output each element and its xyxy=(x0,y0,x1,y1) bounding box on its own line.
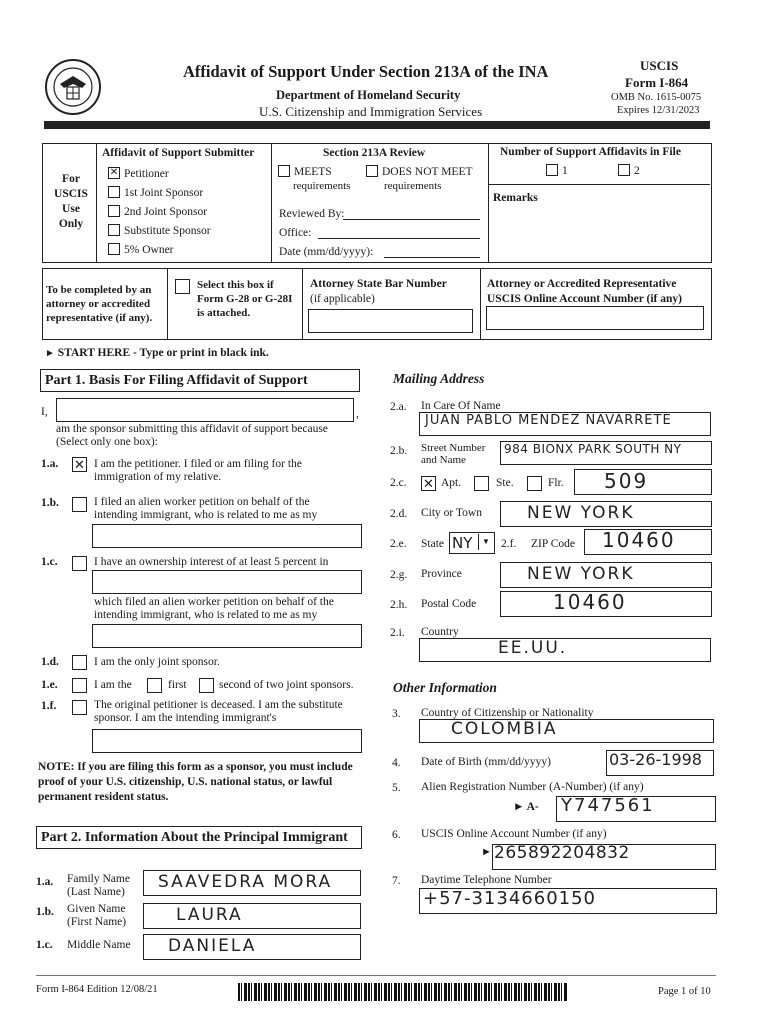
attorney-divider-1 xyxy=(167,269,168,339)
online-account-prefix: ► xyxy=(481,846,492,858)
country-number: 2.i. xyxy=(390,627,405,639)
note-text: NOTE: If you are filing this form as a sponsor, you must include proof of your U.S. citizenship, U.S. national status, or lawful permanent resident status. xyxy=(38,761,353,803)
bar-number-input[interactable] xyxy=(308,309,473,333)
header-rule xyxy=(44,121,710,129)
q1e-text-c: second of two joint sponsors. xyxy=(219,679,354,691)
zip-number: 2.f. xyxy=(501,538,517,550)
attorney-divider-3 xyxy=(480,269,481,339)
q1b-checkbox[interactable] xyxy=(72,497,87,512)
g28-checkbox[interactable] xyxy=(175,279,190,294)
q1c-text: I have an ownership interest of at least 5 percent in xyxy=(94,556,329,568)
city-label: City or Town xyxy=(421,507,482,519)
online-account-number-label: USCIS Online Account Number (if any) xyxy=(421,828,607,840)
dhs-seal xyxy=(44,58,102,116)
province-label: Province xyxy=(421,568,462,580)
edition-text: Form I-864 Edition 12/08/21 xyxy=(36,984,158,995)
apt-number: 2.c. xyxy=(390,477,407,489)
q1c-number: 1.c. xyxy=(41,556,58,568)
care-number: 2.a. xyxy=(390,401,407,413)
attorney-completed-text: To be completed by an attorney or accredited representative (if any). xyxy=(46,284,153,324)
state-label: State xyxy=(421,538,444,550)
uscis-label: USCIS xyxy=(640,58,679,73)
street-value: 984 BIONX PARK SOUTH NY xyxy=(504,442,682,456)
citizenship-value: COLOMBIA xyxy=(451,719,558,739)
submitter-joint-1[interactable]: 1st Joint Sponsor xyxy=(108,184,211,203)
given-label: Given Name (First Name) xyxy=(67,903,127,928)
middle-name-value: DANIELA xyxy=(168,936,257,956)
office-divider-2 xyxy=(271,144,272,262)
q1b-text: I filed an alien worker petition on behalf of the intending immigrant, who is related to me as my xyxy=(94,496,318,521)
apt-checkbox[interactable]: ✕ xyxy=(421,476,436,491)
part1-title: Part 1. Basis For Filing Affidavit of Support xyxy=(40,369,360,392)
middle-number: 1.c. xyxy=(36,939,53,951)
page-number: Page 1 of 10 xyxy=(658,986,711,997)
meets-option[interactable]: MEETS xyxy=(278,166,332,178)
q1a-number: 1.a. xyxy=(41,458,59,470)
attorney-divider-2 xyxy=(302,269,303,339)
anumber-label: Alien Registration Number (A-Number) (if any) xyxy=(421,781,644,793)
postal-label: Postal Code xyxy=(421,598,477,610)
q1e-text-b: first xyxy=(168,679,187,691)
province-number: 2.g. xyxy=(390,569,408,581)
remarks-label: Remarks xyxy=(493,192,538,204)
postal-value: 10460 xyxy=(553,590,627,614)
country-value: EE.UU. xyxy=(498,638,568,658)
zip-value: 10460 xyxy=(602,528,676,552)
reviewed-by-line[interactable] xyxy=(343,219,480,220)
office-divider-4 xyxy=(489,184,710,185)
submitter-joint-2[interactable]: 2nd Joint Sponsor xyxy=(108,203,211,222)
family-number: 1.a. xyxy=(36,876,54,888)
barcode xyxy=(238,983,568,1001)
street-label: Street Number and Name xyxy=(421,442,486,466)
city-number: 2.d. xyxy=(390,508,408,520)
date-line[interactable] xyxy=(384,257,480,258)
care-label: In Care Of Name xyxy=(421,400,501,412)
reviewed-by-label: Reviewed By: xyxy=(279,208,345,220)
q1e-number: 1.e. xyxy=(41,679,58,691)
state-value: NY xyxy=(452,534,473,552)
part2-title: Part 2. Information About the Principal Immigrant xyxy=(36,826,362,849)
office-label: Office: xyxy=(279,227,312,239)
submitter-petitioner[interactable]: ✕ Petitioner xyxy=(109,167,169,180)
q1f-number: 1.f. xyxy=(41,700,57,712)
office-divider-1 xyxy=(96,144,97,262)
affidavits-1[interactable]: 1 xyxy=(546,165,568,177)
family-label: Family Name (Last Name) xyxy=(67,873,130,898)
start-here: ► START HERE - Type or print in black ink. xyxy=(45,347,269,359)
q1a-checkbox[interactable]: ✕ xyxy=(72,457,87,472)
submitter-options xyxy=(108,165,211,260)
postal-number: 2.h. xyxy=(390,599,408,611)
q1f-relation-input[interactable] xyxy=(92,729,362,753)
omb-number: OMB No. 1615-0075 xyxy=(611,92,702,103)
other-info-title: Other Information xyxy=(393,680,497,695)
q1d-number: 1.d. xyxy=(41,656,59,668)
form-number: Form I-864 xyxy=(625,75,689,90)
anumber-value: Y747561 xyxy=(561,795,655,816)
ste-checkbox[interactable] xyxy=(474,476,489,491)
zip-label: ZIP Code xyxy=(531,538,575,550)
q1c-company-input[interactable] xyxy=(92,570,362,594)
city-value: NEW YORK xyxy=(527,503,635,523)
bar-number-label: Attorney State Bar Number xyxy=(310,278,447,290)
province-value: NEW YORK xyxy=(527,564,635,584)
q6-number: 6. xyxy=(392,829,401,841)
submitter-title: Affidavit of Support Submitter xyxy=(102,147,255,159)
q1b-number: 1.b. xyxy=(41,497,59,509)
family-name-value: SAAVEDRA MORA xyxy=(158,872,333,892)
phone-value: +57-3134660150 xyxy=(423,888,597,909)
q4-number: 4. xyxy=(392,757,401,769)
sponsor-name-input[interactable] xyxy=(56,398,354,422)
anumber-prefix: ► A- xyxy=(513,801,539,813)
q1e-first-checkbox[interactable] xyxy=(147,678,162,693)
comma: , xyxy=(356,408,359,420)
submitter-5pct-owner[interactable]: 5% Owner xyxy=(108,241,211,260)
for-uscis-use-only: For USCIS Use Only xyxy=(54,173,88,230)
q7-number: 7. xyxy=(392,875,401,887)
footer-rule xyxy=(36,975,716,976)
i-label: I, xyxy=(41,406,48,418)
q1c-cont-text: which filed an alien worker petition on behalf of the intending immigrant, who is related to me as my xyxy=(94,596,334,621)
online-account-input[interactable] xyxy=(486,306,704,330)
online-account-number-value: 265892204832 xyxy=(494,843,630,863)
office-line[interactable] xyxy=(318,238,480,239)
street-number: 2.b. xyxy=(390,445,408,457)
online-account-label: Attorney or Accredited Representative USCIS Online Account Number (if any) xyxy=(487,278,682,305)
chevron-down-icon[interactable]: ▼ xyxy=(478,534,493,550)
not-meet-requirements: requirements xyxy=(384,180,442,192)
q1c-relation-input[interactable] xyxy=(92,624,362,648)
q1e-text-a: I am the xyxy=(94,679,132,691)
affidavits-in-file-title: Number of Support Affidavits in File xyxy=(500,146,681,158)
q1c-checkbox[interactable] xyxy=(72,556,87,571)
submitter-substitute[interactable]: Substitute Sponsor xyxy=(108,222,211,241)
q1b-relation-input[interactable] xyxy=(92,524,362,548)
q1e-checkbox[interactable] xyxy=(72,678,87,693)
given-number: 1.b. xyxy=(36,906,54,918)
q1f-checkbox[interactable] xyxy=(72,700,87,715)
country-label: Country xyxy=(421,626,459,638)
flr-checkbox[interactable] xyxy=(527,476,542,491)
apt-label: Apt. xyxy=(441,477,462,489)
middle-label: Middle Name xyxy=(67,939,131,951)
flr-label: Flr. xyxy=(548,477,564,489)
dob-value: 03-26-1998 xyxy=(609,750,702,769)
apt-value: 509 xyxy=(604,469,649,493)
department: Department of Homeland Security xyxy=(276,88,461,102)
meets-requirements: requirements xyxy=(293,180,351,192)
agency: U.S. Citizenship and Immigration Services xyxy=(259,104,483,119)
state-number: 2.e. xyxy=(390,538,407,550)
office-divider-3 xyxy=(488,144,489,262)
q1d-checkbox[interactable] xyxy=(72,655,87,670)
review-title: Section 213A Review xyxy=(323,147,426,159)
state-select[interactable] xyxy=(449,532,495,554)
q1e-second-checkbox[interactable] xyxy=(199,678,214,693)
q1d-text: I am the only joint sponsor. xyxy=(94,656,220,668)
q1f-text: The original petitioner is deceased. I am the substitute sponsor. I am the intending immigrant's xyxy=(94,699,343,724)
q1a-text: I am the petitioner. I filed or am filing for the immigration of my relative. xyxy=(94,458,302,483)
dob-label: Date of Birth (mm/dd/yyyy) xyxy=(421,756,551,768)
care-of-value: JUAN PABLO MENDEZ NAVARRETE xyxy=(425,413,672,428)
sponsor-text: am the sponsor submitting this affidavit of support because (Select only one box): xyxy=(56,423,328,448)
ste-label: Ste. xyxy=(496,477,514,489)
citizenship-label: Country of Citizenship or Nationality xyxy=(421,707,594,719)
does-not-meet-option[interactable]: DOES NOT MEET xyxy=(366,166,473,178)
form-title: Affidavit of Support Under Section 213A of the INA xyxy=(183,62,549,81)
expiration: Expires 12/31/2023 xyxy=(617,105,700,116)
if-applicable-label: (if applicable) xyxy=(310,293,375,305)
q3-number: 3. xyxy=(392,708,401,720)
arrow-right-icon: ► xyxy=(45,348,55,359)
affidavits-2[interactable]: 2 xyxy=(618,165,640,177)
q5-number: 5. xyxy=(392,782,401,794)
phone-label: Daytime Telephone Number xyxy=(421,874,552,886)
given-name-value: LAURA xyxy=(176,905,243,925)
mailing-address-title: Mailing Address xyxy=(393,371,485,386)
date-label: Date (mm/dd/yyyy): xyxy=(279,246,374,258)
checkbox-checked-icon: ✕ xyxy=(109,167,119,179)
g28-text: Select this box if Form G-28 or G-28I is attached. xyxy=(197,279,293,319)
